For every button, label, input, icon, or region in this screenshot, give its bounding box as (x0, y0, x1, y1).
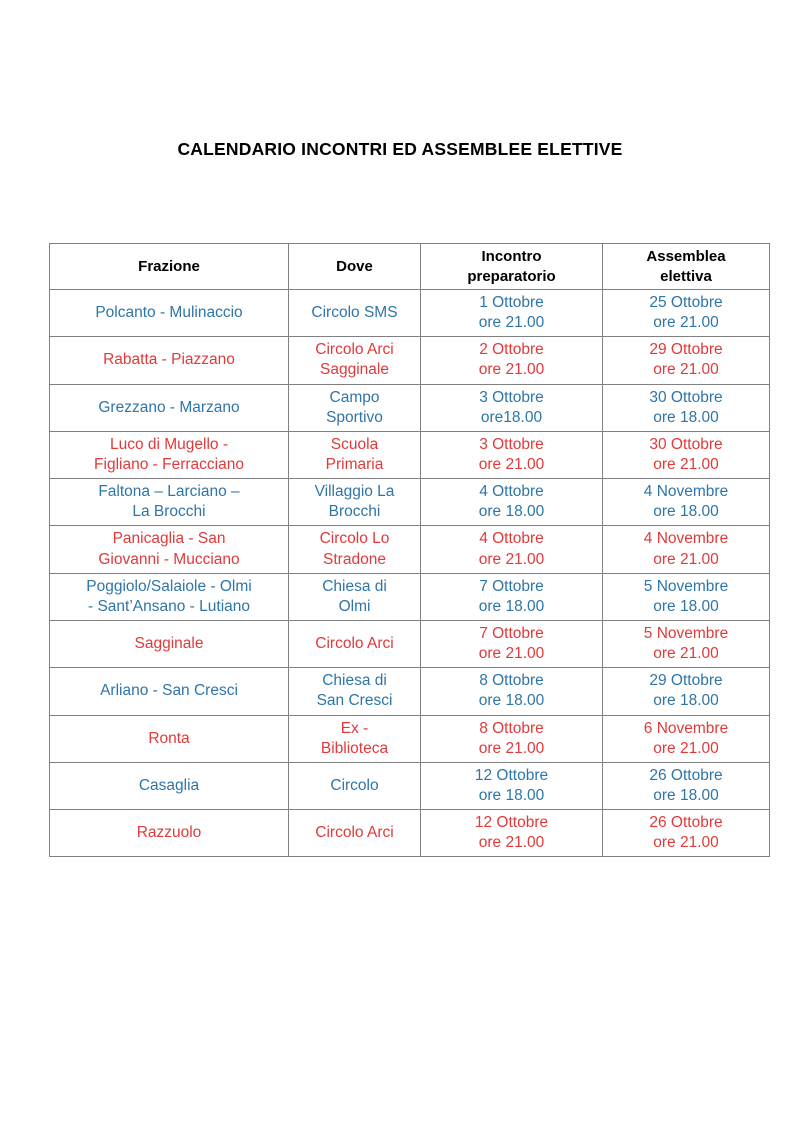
column-header-dove (289, 244, 421, 290)
cell-frazione-line1: Casaglia (138, 776, 200, 794)
cell-dove (289, 290, 421, 337)
cell-dove-line2: San Cresci (316, 692, 393, 710)
cell-incontro-preparatorio-line1: 3 Ottobre (479, 388, 544, 406)
cell-assemblea-elettiva-line2: ore 21.00 (653, 550, 719, 568)
cell-dove (289, 668, 421, 715)
cell-assemblea-elettiva (603, 384, 770, 431)
cell-incontro-preparatorio (421, 526, 603, 573)
cell-incontro-preparatorio-line2: ore 18.00 (478, 692, 545, 710)
cell-frazione-line1: Sagginale (134, 635, 204, 653)
cell-dove (289, 573, 421, 620)
cell-assemblea-elettiva-line2: ore 18.00 (653, 786, 719, 804)
column-header-incontro-preparatorio (421, 244, 603, 290)
cell-dove-line1: Circolo Arci (315, 824, 394, 842)
cell-assemblea-elettiva (603, 668, 770, 715)
cell-incontro-preparatorio-line2: ore 21.00 (478, 739, 545, 757)
table-row (50, 384, 770, 431)
calendar-table (49, 243, 770, 857)
cell-dove (289, 810, 421, 857)
cell-assemblea-elettiva (603, 810, 770, 857)
cell-assemblea-elettiva-line1: 5 Novembre (643, 577, 729, 595)
cell-incontro-preparatorio-line1: 7 Ottobre (479, 624, 544, 642)
cell-assemblea-elettiva (603, 290, 770, 337)
table-row (50, 762, 770, 809)
table-header (50, 244, 770, 290)
cell-incontro-preparatorio (421, 620, 603, 667)
cell-frazione-line1: Poggiolo/Salaiole - Olmi (86, 577, 252, 595)
cell-assemblea-elettiva-line2: ore 21.00 (653, 739, 719, 757)
cell-incontro-preparatorio (421, 573, 603, 620)
cell-incontro-preparatorio-line2: ore 18.00 (478, 597, 545, 615)
cell-incontro-preparatorio-line2: ore 21.00 (478, 361, 545, 379)
cell-assemblea-elettiva (603, 762, 770, 809)
cell-frazione (50, 810, 289, 857)
column-header-incontro-line2: preparatorio (467, 267, 556, 285)
cell-assemblea-elettiva-line1: 6 Novembre (643, 719, 729, 737)
cell-dove-line1: Villaggio La (314, 483, 395, 501)
cell-incontro-preparatorio-line1: 4 Ottobre (479, 483, 544, 501)
cell-incontro-preparatorio (421, 810, 603, 857)
cell-incontro-preparatorio (421, 431, 603, 478)
cell-dove-line2: Stradone (323, 550, 386, 568)
column-header-frazione-label: Frazione (138, 257, 200, 275)
cell-frazione-line1: Ronta (148, 729, 190, 747)
cell-incontro-preparatorio-line2: ore 18.00 (478, 786, 545, 804)
column-header-assemblea-elettiva (603, 244, 770, 290)
cell-incontro-preparatorio (421, 762, 603, 809)
cell-incontro-preparatorio-line1: 12 Ottobre (474, 814, 549, 832)
table-row (50, 620, 770, 667)
cell-incontro-preparatorio (421, 290, 603, 337)
cell-assemblea-elettiva-line1: 29 Ottobre (649, 672, 723, 690)
cell-incontro-preparatorio-line1: 3 Ottobre (479, 435, 544, 453)
cell-dove-line1: Circolo Lo (319, 530, 390, 548)
cell-incontro-preparatorio-line2: ore 21.00 (478, 314, 545, 332)
cell-incontro-preparatorio-line1: 4 Ottobre (479, 530, 544, 548)
cell-incontro-preparatorio-line1: 8 Ottobre (479, 719, 544, 737)
cell-incontro-preparatorio-line1: 1 Ottobre (479, 294, 544, 311)
table-row (50, 290, 770, 337)
cell-incontro-preparatorio-line2: ore 18.00 (478, 503, 545, 521)
cell-frazione-line1: Polcanto - Mulinaccio (95, 304, 243, 322)
cell-assemblea-elettiva-line2: ore 21.00 (653, 645, 719, 663)
cell-frazione (50, 431, 289, 478)
cell-assemblea-elettiva (603, 526, 770, 573)
cell-assemblea-elettiva-line1: 26 Ottobre (649, 814, 723, 832)
table-row (50, 810, 770, 857)
cell-frazione (50, 479, 289, 526)
column-header-assemblea-line2: elettiva (660, 267, 712, 285)
cell-frazione-line2: - Sant’Ansano - Lutiano (88, 597, 250, 615)
cell-incontro-preparatorio-line2: ore 21.00 (478, 455, 545, 473)
cell-frazione-line1: Rabatta - Piazzano (103, 351, 235, 369)
cell-frazione (50, 526, 289, 573)
cell-incontro-preparatorio (421, 384, 603, 431)
cell-frazione-line1: Razzuolo (136, 824, 202, 842)
cell-dove-line2: Biblioteca (320, 739, 389, 757)
cell-frazione-line1: Arliano - San Cresci (100, 682, 238, 700)
table-row (50, 668, 770, 715)
cell-dove-line2: Sportivo (326, 408, 383, 426)
cell-assemblea-elettiva (603, 479, 770, 526)
cell-dove (289, 384, 421, 431)
cell-dove-line1: Circolo Arci (315, 635, 394, 653)
cell-incontro-preparatorio-line2: ore 21.00 (478, 645, 545, 663)
cell-dove-line2: Sagginale (320, 361, 389, 379)
column-header-frazione (50, 244, 289, 290)
cell-dove (289, 431, 421, 478)
cell-frazione-line2: La Brocchi (132, 503, 206, 521)
cell-dove-line1: Campo (329, 388, 380, 406)
cell-incontro-preparatorio-line1: 7 Ottobre (479, 577, 544, 595)
cell-frazione (50, 290, 289, 337)
cell-assemblea-elettiva-line2: ore 21.00 (653, 834, 719, 852)
cell-assemblea-elettiva-line1: 29 Ottobre (649, 341, 723, 359)
table-row (50, 479, 770, 526)
table-row (50, 573, 770, 620)
cell-frazione-line1: Luco di Mugello - (109, 435, 229, 453)
cell-incontro-preparatorio-line1: 12 Ottobre (474, 766, 549, 784)
cell-frazione (50, 668, 289, 715)
cell-incontro-preparatorio (421, 668, 603, 715)
cell-incontro-preparatorio (421, 479, 603, 526)
cell-dove-line1: Circolo Arci (315, 341, 394, 359)
table-row (50, 715, 770, 762)
column-header-dove-label: Dove (336, 257, 373, 275)
table-row (50, 526, 770, 573)
cell-assemblea-elettiva-line2: ore 21.00 (653, 361, 719, 379)
cell-incontro-preparatorio (421, 337, 603, 384)
cell-assemblea-elettiva-line1: 4 Novembre (643, 530, 729, 548)
cell-assemblea-elettiva-line2: ore 18.00 (653, 597, 719, 615)
cell-dove-line1: Circolo (330, 776, 379, 794)
cell-dove (289, 715, 421, 762)
cell-incontro-preparatorio-line2: ore 21.00 (478, 834, 545, 852)
cell-assemblea-elettiva-line2: ore 21.00 (653, 455, 719, 473)
cell-assemblea-elettiva-line2: ore 18.00 (653, 408, 719, 426)
cell-dove (289, 762, 421, 809)
cell-frazione (50, 573, 289, 620)
cell-dove (289, 337, 421, 384)
cell-assemblea-elettiva (603, 431, 770, 478)
cell-frazione (50, 337, 289, 384)
cell-assemblea-elettiva-line2: ore 18.00 (653, 503, 719, 521)
cell-dove-line1: Circolo SMS (311, 304, 398, 322)
cell-dove-line2: Olmi (338, 597, 371, 615)
cell-dove-line1: Scuola (330, 435, 379, 453)
cell-dove (289, 526, 421, 573)
cell-frazione (50, 620, 289, 667)
cell-assemblea-elettiva-line2: ore 21.00 (653, 314, 719, 332)
column-header-assemblea-line1: Assemblea (646, 248, 726, 265)
page-title: CALENDARIO INCONTRI ED ASSEMBLEE ELETTIVE (177, 139, 623, 159)
calendar-table-container (49, 243, 769, 857)
cell-incontro-preparatorio-line1: 2 Ottobre (479, 341, 544, 359)
cell-dove-line1: Chiesa di (322, 672, 387, 690)
cell-assemblea-elettiva (603, 715, 770, 762)
cell-incontro-preparatorio-line2: ore 21.00 (478, 550, 545, 568)
cell-dove (289, 479, 421, 526)
cell-frazione (50, 762, 289, 809)
cell-dove (289, 620, 421, 667)
column-header-incontro-line1: Incontro (481, 248, 542, 265)
cell-assemblea-elettiva-line1: 30 Ottobre (649, 435, 723, 453)
cell-frazione (50, 384, 289, 431)
cell-assemblea-elettiva-line1: 4 Novembre (643, 483, 729, 501)
cell-assemblea-elettiva-line1: 26 Ottobre (649, 766, 723, 784)
cell-incontro-preparatorio-line2: ore18.00 (480, 408, 543, 426)
cell-dove-line1: Ex - (340, 719, 369, 737)
cell-frazione-line1: Faltona – Larciano – (98, 483, 240, 501)
cell-frazione (50, 715, 289, 762)
cell-incontro-preparatorio-line1: 8 Ottobre (479, 672, 544, 690)
cell-assemblea-elettiva (603, 620, 770, 667)
cell-assemblea-elettiva (603, 337, 770, 384)
cell-assemblea-elettiva-line2: ore 18.00 (653, 692, 719, 710)
cell-dove-line2: Primaria (325, 455, 384, 473)
cell-incontro-preparatorio (421, 715, 603, 762)
cell-dove-line2: Brocchi (328, 503, 381, 521)
cell-assemblea-elettiva-line1: 5 Novembre (643, 624, 729, 642)
table-row (50, 431, 770, 478)
table-body (50, 290, 770, 857)
cell-dove-line1: Chiesa di (322, 577, 387, 595)
table-row (50, 337, 770, 384)
cell-assemblea-elettiva (603, 573, 770, 620)
cell-frazione-line1: Panicaglia - San (112, 530, 226, 548)
cell-frazione-line2: Figliano - Ferracciano (94, 455, 244, 473)
cell-frazione-line1: Grezzano - Marzano (98, 398, 240, 416)
table-header-row (50, 244, 770, 290)
cell-assemblea-elettiva-line1: 25 Ottobre (649, 294, 723, 311)
cell-assemblea-elettiva-line1: 30 Ottobre (649, 388, 723, 406)
cell-frazione-line2: Giovanni - Mucciano (98, 550, 240, 568)
